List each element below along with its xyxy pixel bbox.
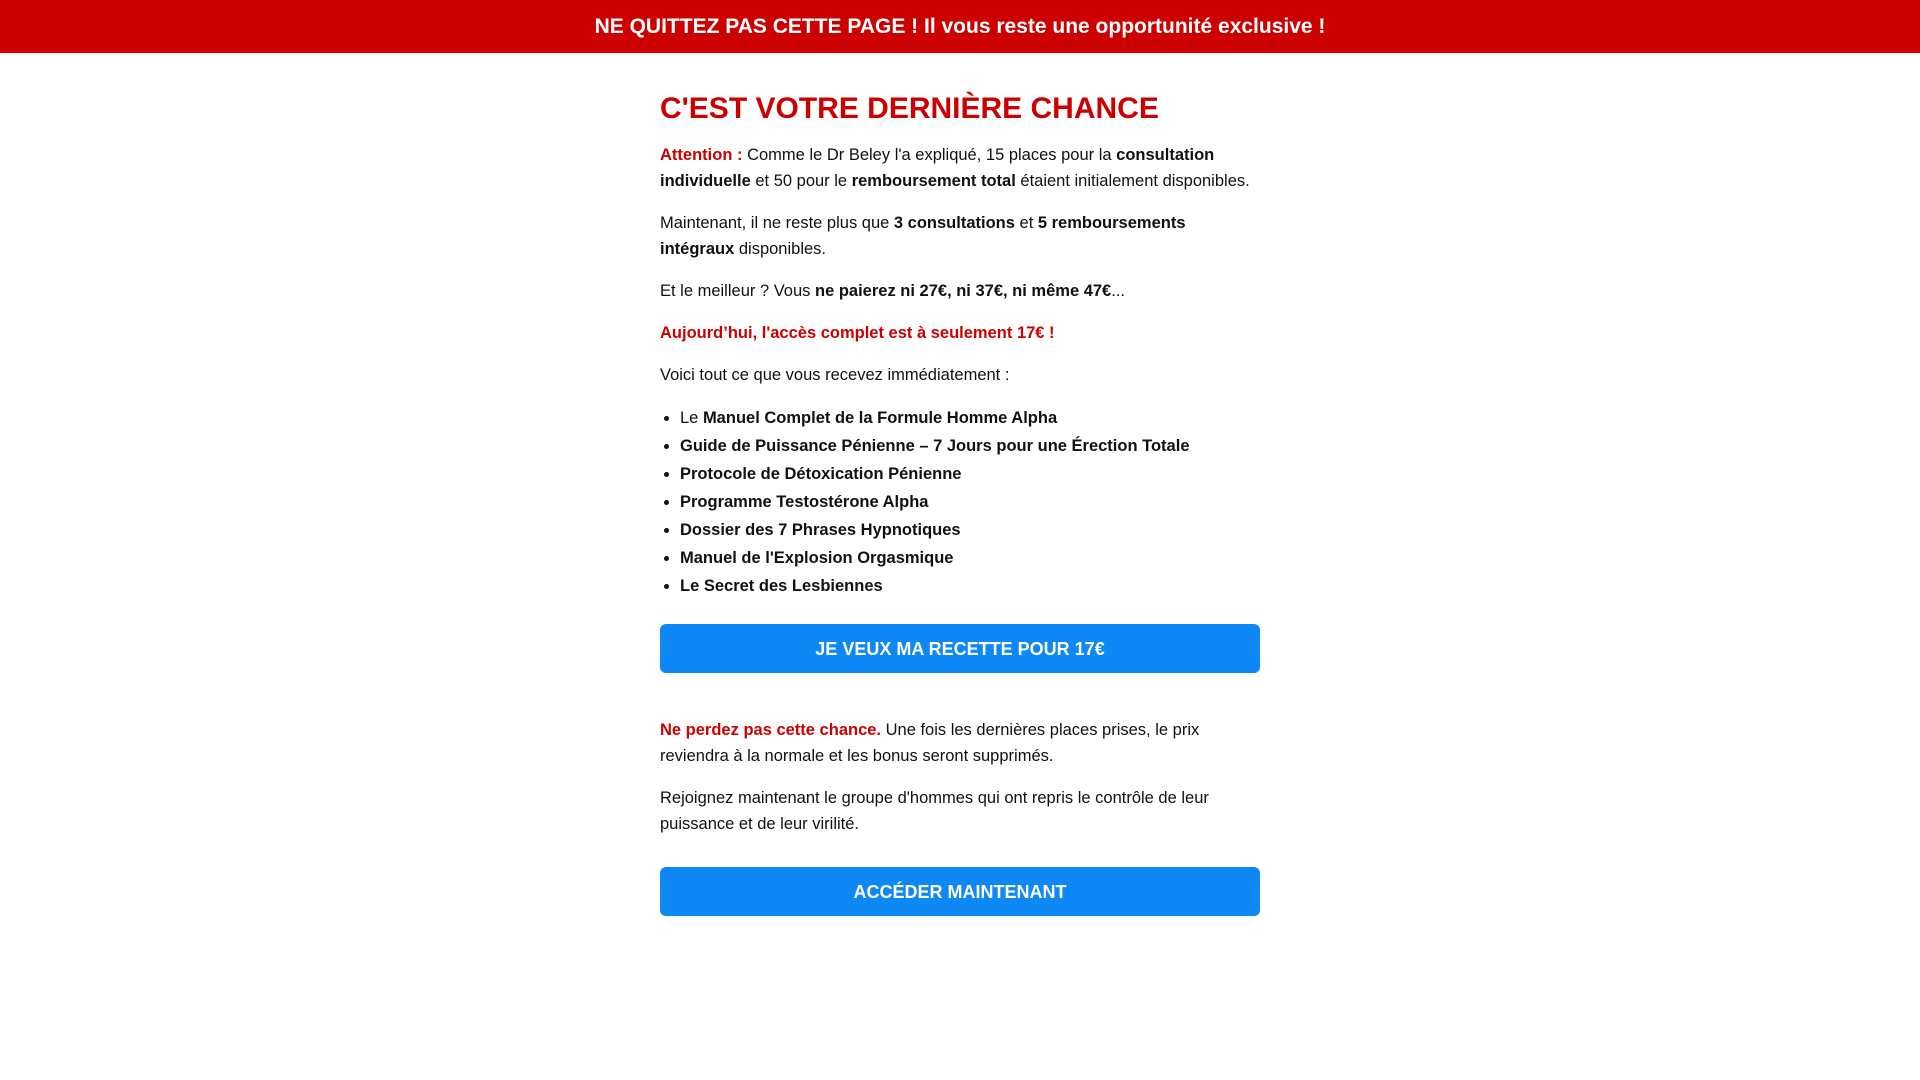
remaining-text-2: et — [1014, 214, 1038, 232]
list-item — [680, 404, 1260, 432]
today-offer: Aujourd’hui, l'accès complet est à seulement 17€ ! — [660, 324, 1055, 342]
list-item — [680, 544, 1260, 572]
list-item-label: Protocole de Détoxication Pénienne — [680, 465, 962, 483]
list-item-label: Manuel Complet de la Formule Homme Alpha — [702, 409, 1058, 427]
top-warning-banner — [0, 0, 1920, 53]
bonus-list — [660, 404, 1260, 600]
list-item-label: Guide de Puissance Pénienne – 7 Jours pour une Érection Totale — [680, 437, 1190, 455]
attention-paragraph — [660, 142, 1260, 194]
attention-text-2: et 50 pour le — [750, 172, 852, 190]
page-headline: C'EST VOTRE DERNIÈRE CHANCE — [660, 92, 1159, 125]
remaining-bold-2: 5 remboursements intégraux — [660, 214, 1186, 258]
attention-text-3: étaient initialement disponibles. — [1015, 172, 1250, 190]
list-item — [680, 432, 1260, 460]
list-item — [680, 488, 1260, 516]
best-paragraph — [660, 278, 1260, 304]
warning-label: Ne perdez pas cette chance. — [660, 721, 882, 739]
list-item — [680, 572, 1260, 600]
list-item-prefix: Le — [680, 409, 703, 427]
remaining-paragraph — [660, 210, 1260, 262]
attention-text-1: Comme le Dr Beley l'a expliqué, 15 places pour la — [742, 146, 1117, 164]
attention-bold-2: remboursement total — [851, 172, 1016, 190]
offer-content — [660, 92, 1260, 916]
warning-text: Une fois les dernières places prises, le prix reviendra à la normale et les bonus seront supprimés. — [660, 721, 1200, 765]
warning-paragraph — [660, 717, 1260, 769]
remaining-bold-1: 3 consultations — [893, 214, 1015, 232]
attention-bold-1: consultation individuelle — [660, 146, 1215, 190]
remaining-text-1: Maintenant, il ne reste plus que — [660, 214, 894, 232]
best-bold: ne paierez ni 27€, ni 37€, ni même 47€ — [815, 282, 1112, 300]
buy-recipe-button[interactable]: JE VEUX MA RECETTE POUR 17€ — [660, 624, 1260, 673]
join-paragraph: Rejoignez maintenant le groupe d'hommes qui ont repris le contrôle de leur puissance et de leur virilité. — [660, 789, 1209, 833]
list-intro: Voici tout ce que vous recevez immédiatement : — [660, 366, 1010, 384]
list-item-label: Le Secret des Lesbiennes — [680, 577, 883, 595]
remaining-text-3: disponibles. — [734, 240, 827, 258]
best-text-1: Et le meilleur ? Vous — [660, 282, 815, 300]
banner-text: NE QUITTEZ PAS CETTE PAGE ! Il vous reste une opportunité exclusive ! — [594, 14, 1326, 38]
best-text-2: ... — [1111, 282, 1126, 300]
list-item-label: Programme Testostérone Alpha — [680, 493, 929, 511]
list-item-label: Dossier des 7 Phrases Hypnotiques — [680, 521, 961, 539]
list-item-label: Manuel de l'Explosion Orgasmique — [680, 549, 954, 567]
list-item — [680, 460, 1260, 488]
list-item — [680, 516, 1260, 544]
access-now-button[interactable]: ACCÉDER MAINTENANT — [660, 867, 1260, 916]
attention-label: Attention : — [660, 146, 743, 164]
